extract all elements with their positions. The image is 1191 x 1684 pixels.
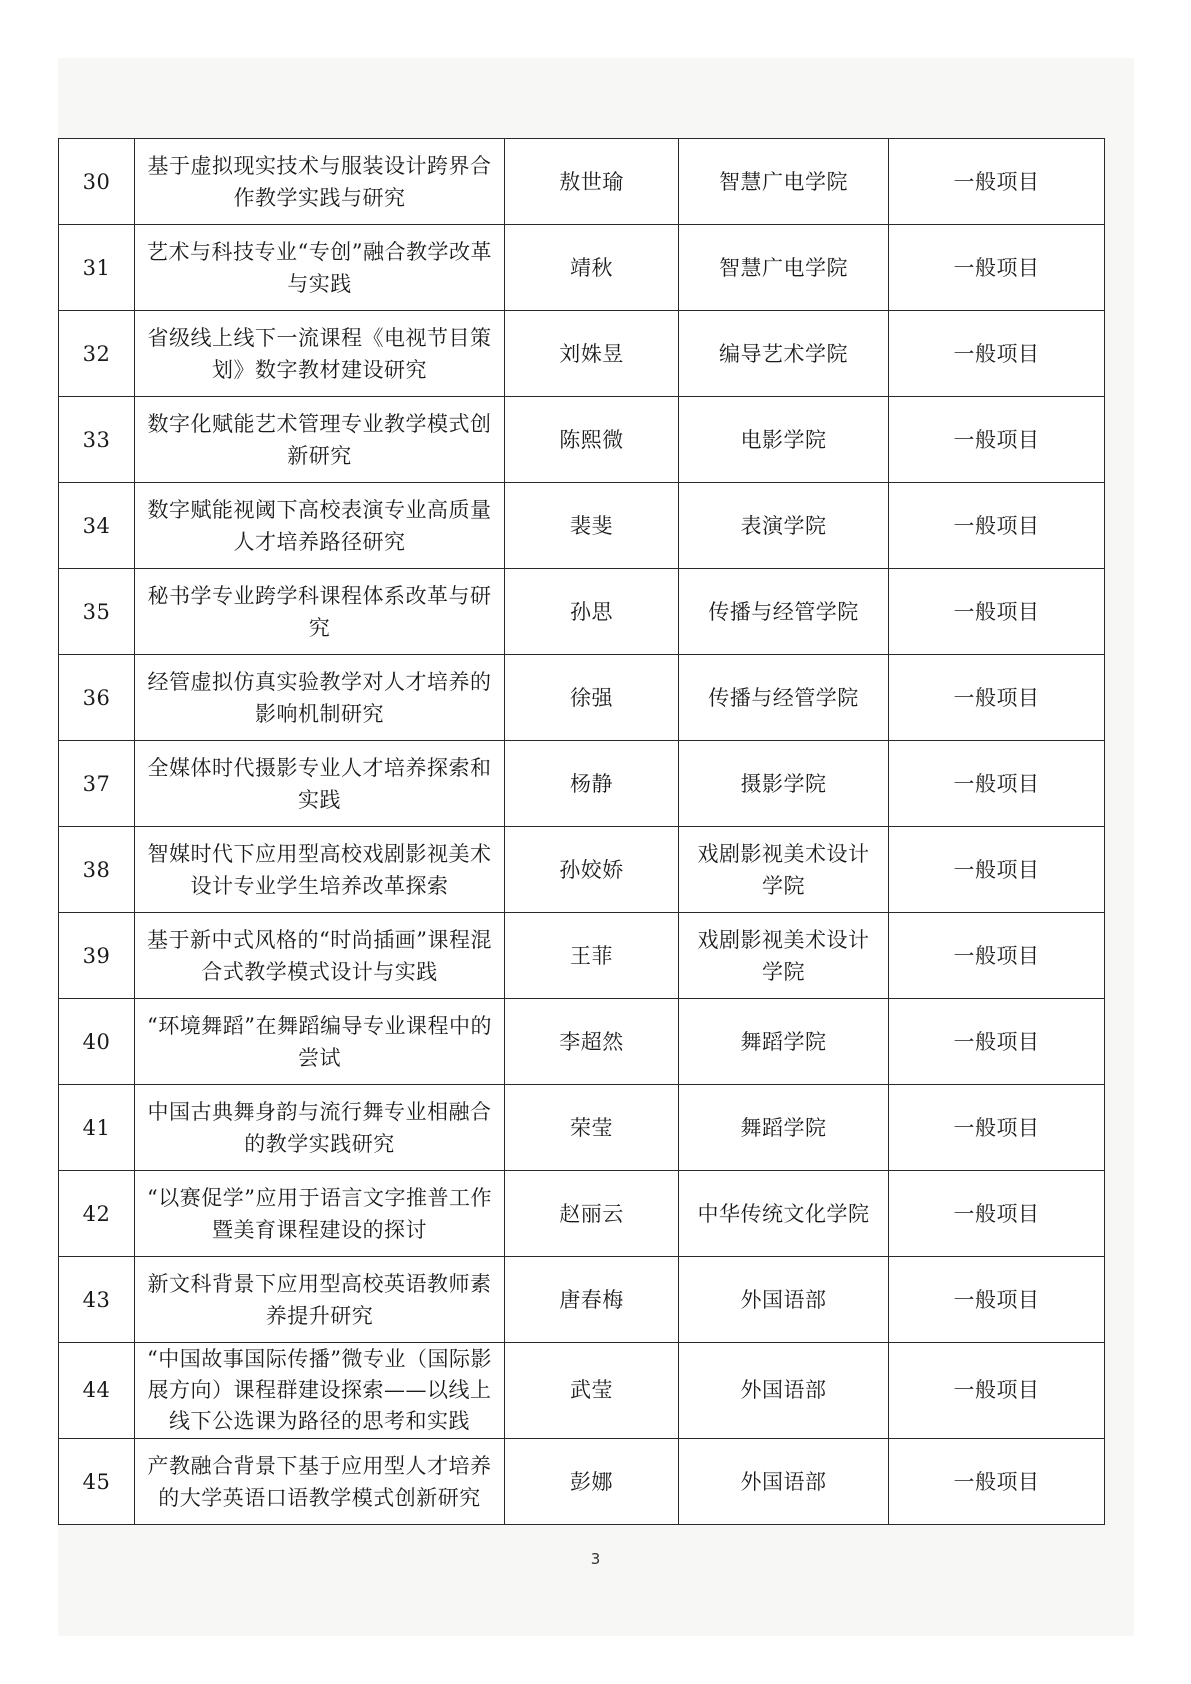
project-type: 一般项目 xyxy=(889,139,1105,225)
project-type: 一般项目 xyxy=(889,1343,1105,1439)
project-type: 一般项目 xyxy=(889,1439,1105,1525)
table-row xyxy=(59,569,1105,655)
project-college: 表演学院 xyxy=(679,483,889,569)
table-body xyxy=(59,139,1105,1525)
project-leader: 荣莹 xyxy=(505,1085,679,1171)
project-college: 外国语部 xyxy=(679,1343,889,1439)
table-row xyxy=(59,139,1105,225)
project-college: 戏剧影视美术设计学院 xyxy=(679,827,889,913)
project-number: 42 xyxy=(59,1171,135,1257)
project-number: 39 xyxy=(59,913,135,999)
project-number: 45 xyxy=(59,1439,135,1525)
project-number: 31 xyxy=(59,225,135,311)
project-number: 38 xyxy=(59,827,135,913)
table-row xyxy=(59,1439,1105,1525)
project-type: 一般项目 xyxy=(889,999,1105,1085)
project-leader: 唐春梅 xyxy=(505,1257,679,1343)
table-row xyxy=(59,1085,1105,1171)
project-title: “环境舞蹈”在舞蹈编导专业课程中的尝试 xyxy=(135,999,505,1085)
project-type: 一般项目 xyxy=(889,225,1105,311)
project-leader: 孙思 xyxy=(505,569,679,655)
project-leader: 靖秋 xyxy=(505,225,679,311)
project-leader: 裴斐 xyxy=(505,483,679,569)
project-type: 一般项目 xyxy=(889,827,1105,913)
project-leader: 王菲 xyxy=(505,913,679,999)
project-type: 一般项目 xyxy=(889,1257,1105,1343)
project-college: 传播与经管学院 xyxy=(679,569,889,655)
project-college: 传播与经管学院 xyxy=(679,655,889,741)
project-number: 40 xyxy=(59,999,135,1085)
project-number: 32 xyxy=(59,311,135,397)
project-table xyxy=(58,138,1105,1525)
project-type: 一般项目 xyxy=(889,741,1105,827)
project-number: 30 xyxy=(59,139,135,225)
project-number: 44 xyxy=(59,1343,135,1439)
project-type: 一般项目 xyxy=(889,483,1105,569)
project-college: 戏剧影视美术设计学院 xyxy=(679,913,889,999)
project-number: 37 xyxy=(59,741,135,827)
project-type: 一般项目 xyxy=(889,913,1105,999)
project-leader: 彭娜 xyxy=(505,1439,679,1525)
table-row xyxy=(59,1343,1105,1439)
project-college: 舞蹈学院 xyxy=(679,999,889,1085)
project-title: 省级线上线下一流课程《电视节目策划》数字教材建设研究 xyxy=(135,311,505,397)
project-leader: 武莹 xyxy=(505,1343,679,1439)
project-number: 33 xyxy=(59,397,135,483)
project-number: 35 xyxy=(59,569,135,655)
project-type: 一般项目 xyxy=(889,1085,1105,1171)
project-title: 全媒体时代摄影专业人才培养探索和实践 xyxy=(135,741,505,827)
project-title: 产教融合背景下基于应用型人才培养的大学英语口语教学模式创新研究 xyxy=(135,1439,505,1525)
table-row xyxy=(59,913,1105,999)
project-title: 新文科背景下应用型高校英语教师素养提升研究 xyxy=(135,1257,505,1343)
project-college: 电影学院 xyxy=(679,397,889,483)
project-leader: 刘姝昱 xyxy=(505,311,679,397)
project-type: 一般项目 xyxy=(889,655,1105,741)
table-row xyxy=(59,999,1105,1085)
project-type: 一般项目 xyxy=(889,1171,1105,1257)
project-college: 智慧广电学院 xyxy=(679,139,889,225)
project-title: 智媒时代下应用型高校戏剧影视美术设计专业学生培养改革探索 xyxy=(135,827,505,913)
project-leader: 李超然 xyxy=(505,999,679,1085)
project-leader: 赵丽云 xyxy=(505,1171,679,1257)
table-row xyxy=(59,741,1105,827)
page-number: 3 xyxy=(590,1550,601,1568)
project-title: 经管虚拟仿真实验教学对人才培养的影响机制研究 xyxy=(135,655,505,741)
project-title: 数字化赋能艺术管理专业教学模式创新研究 xyxy=(135,397,505,483)
project-leader: 孙姣娇 xyxy=(505,827,679,913)
project-college: 舞蹈学院 xyxy=(679,1085,889,1171)
table-row xyxy=(59,827,1105,913)
table-row xyxy=(59,397,1105,483)
project-leader: 敖世瑜 xyxy=(505,139,679,225)
project-title: “以赛促学”应用于语言文字推普工作暨美育课程建设的探讨 xyxy=(135,1171,505,1257)
project-number: 36 xyxy=(59,655,135,741)
project-college: 智慧广电学院 xyxy=(679,225,889,311)
project-college: 编导艺术学院 xyxy=(679,311,889,397)
table-row xyxy=(59,225,1105,311)
project-college: 外国语部 xyxy=(679,1257,889,1343)
project-number: 43 xyxy=(59,1257,135,1343)
project-leader: 杨静 xyxy=(505,741,679,827)
project-title: 艺术与科技专业“专创”融合教学改革与实践 xyxy=(135,225,505,311)
table-row xyxy=(59,483,1105,569)
project-college: 摄影学院 xyxy=(679,741,889,827)
table-row xyxy=(59,1171,1105,1257)
project-title: 秘书学专业跨学科课程体系改革与研究 xyxy=(135,569,505,655)
project-type: 一般项目 xyxy=(889,397,1105,483)
project-type: 一般项目 xyxy=(889,569,1105,655)
project-title: “中国故事国际传播”微专业（国际影展方向）课程群建设探索——以线上线下公选课为路径的思考和实践 xyxy=(135,1343,505,1439)
project-leader: 陈熙微 xyxy=(505,397,679,483)
table-row xyxy=(59,311,1105,397)
project-number: 34 xyxy=(59,483,135,569)
table-row xyxy=(59,1257,1105,1343)
table-row xyxy=(59,655,1105,741)
project-college: 外国语部 xyxy=(679,1439,889,1525)
project-title: 中国古典舞身韵与流行舞专业相融合的教学实践研究 xyxy=(135,1085,505,1171)
project-title: 基于新中式风格的“时尚插画”课程混合式教学模式设计与实践 xyxy=(135,913,505,999)
project-title: 基于虚拟现实技术与服装设计跨界合作教学实践与研究 xyxy=(135,139,505,225)
project-type: 一般项目 xyxy=(889,311,1105,397)
project-number: 41 xyxy=(59,1085,135,1171)
project-college: 中华传统文化学院 xyxy=(679,1171,889,1257)
project-title: 数字赋能视阈下高校表演专业高质量人才培养路径研究 xyxy=(135,483,505,569)
project-leader: 徐强 xyxy=(505,655,679,741)
